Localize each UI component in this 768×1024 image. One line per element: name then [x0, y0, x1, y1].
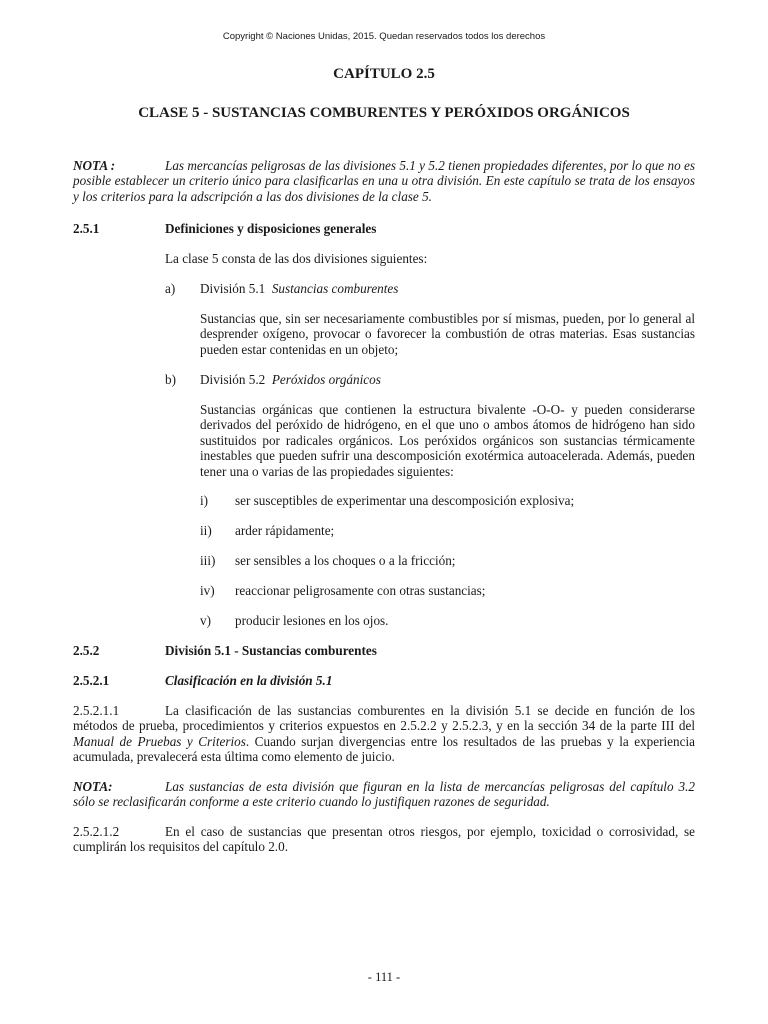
- list-marker: iv): [200, 583, 215, 598]
- chapter-heading: CAPÍTULO 2.5: [333, 66, 435, 82]
- page-number: - 111 -: [367, 970, 401, 984]
- numbered-paragraph: [73, 703, 695, 765]
- list-marker: b): [165, 372, 176, 387]
- division-name: Peróxidos orgánicos: [271, 372, 381, 387]
- list-item: producir lesiones en los ojos.: [235, 613, 389, 628]
- list-item: reaccionar peligrosamente con otras sustancias;: [235, 583, 486, 598]
- numbered-paragraph: [73, 824, 695, 855]
- subsection-number: 2.5.2.1: [73, 673, 110, 688]
- section-number: 2.5.1: [73, 221, 100, 236]
- note-paragraph: [73, 158, 695, 204]
- division-label: División 5.1: [200, 281, 266, 296]
- note-paragraph: [73, 779, 695, 810]
- note-text: Las mercancías peligrosas de las divisiones 5.1 y 5.2 tienen propiedades diferentes, por lo que no es posible establecer un criterio único para clasificarlas en una u otra división. En este capítulo se trata de los ensayos y los criterios para la adscripción a las dos divisiones de la clase 5.: [73, 158, 695, 204]
- division-heading: [200, 372, 381, 387]
- division-heading: [200, 281, 398, 296]
- list-marker: i): [200, 493, 209, 508]
- note-label: NOTA :: [73, 158, 116, 173]
- section-title: Definiciones y disposiciones generales: [165, 221, 377, 236]
- list-marker: ii): [200, 523, 212, 538]
- section-title: División 5.1 - Sustancias comburentes: [165, 643, 377, 658]
- list-item: ser sensibles a los choques o a la fricción;: [235, 553, 456, 568]
- manual-reference: Manual de Pruebas y Criterios: [73, 733, 246, 749]
- subsection-title: Clasificación en la división 5.1: [165, 673, 333, 688]
- division-name: Sustancias comburentes: [271, 281, 399, 296]
- list-marker: a): [165, 281, 176, 296]
- paragraph-text: . Cuando surjan divergencias entre los resultados de las pruebas y la experiencia acumulada, prevalecerá esta última como elemento de juicio.: [73, 733, 695, 765]
- note-text: Las sustancias de esta división que figuran en la lista de mercancías peligrosas del capítulo 3.2 sólo se reclasificarán conforme a este criterio cuando lo justifiquen razones de seguridad.: [73, 779, 695, 810]
- section-number: 2.5.2: [73, 643, 100, 658]
- copyright-notice: Copyright © Naciones Unidas, 2015. Quedan reservados todos los derechos: [222, 31, 546, 42]
- intro-paragraph: La clase 5 consta de las dos divisiones siguientes:: [165, 251, 428, 266]
- paragraph-number: 2.5.2.1.1: [73, 703, 120, 718]
- division-description: Sustancias que, sin ser necesariamente combustibles por sí mismas, pueden, por lo general al desprender oxígeno, provocar o favorecer la combustión de otras materias. Esas sustancias pueden estar contenidas en un objeto;: [200, 311, 695, 357]
- paragraph-number: 2.5.2.1.2: [73, 824, 120, 839]
- chapter-title: CLASE 5 - SUSTANCIAS COMBURENTES Y PERÓXIDOS ORGÁNICOS: [138, 105, 630, 121]
- list-marker: v): [200, 613, 211, 628]
- list-item: ser susceptibles de experimentar una descomposición explosiva;: [235, 493, 575, 508]
- note-label: NOTA:: [73, 779, 113, 794]
- list-marker: iii): [200, 553, 216, 568]
- paragraph-text: En el caso de sustancias que presentan otros riesgos, por ejemplo, toxicidad o corrosividad, se cumplirán los requisitos del capítulo 2.0.: [73, 824, 695, 855]
- division-description: Sustancias orgánicas que contienen la estructura bivalente -O-O- y pueden considerarse derivados del peróxido de hidrógeno, en el que uno o ambos átomos de hidrógeno han sido sustituidos por radicales orgánicos. Los peróxidos orgánicos son sustancias térmicamente inestables que pueden sufrir una descomposición exotérmica autoacelerada. Además, pueden tener una o varias de las propiedades siguientes:: [200, 402, 695, 479]
- division-label: División 5.2: [200, 372, 266, 387]
- paragraph-text: La clasificación de las sustancias comburentes en la división 5.1 se decide en función de los métodos de prueba, procedimientos y criterios expuestos en 2.5.2.2 y 2.5.2.3, y en la sección 34 de la parte III del: [73, 703, 695, 734]
- list-item: arder rápidamente;: [235, 523, 335, 538]
